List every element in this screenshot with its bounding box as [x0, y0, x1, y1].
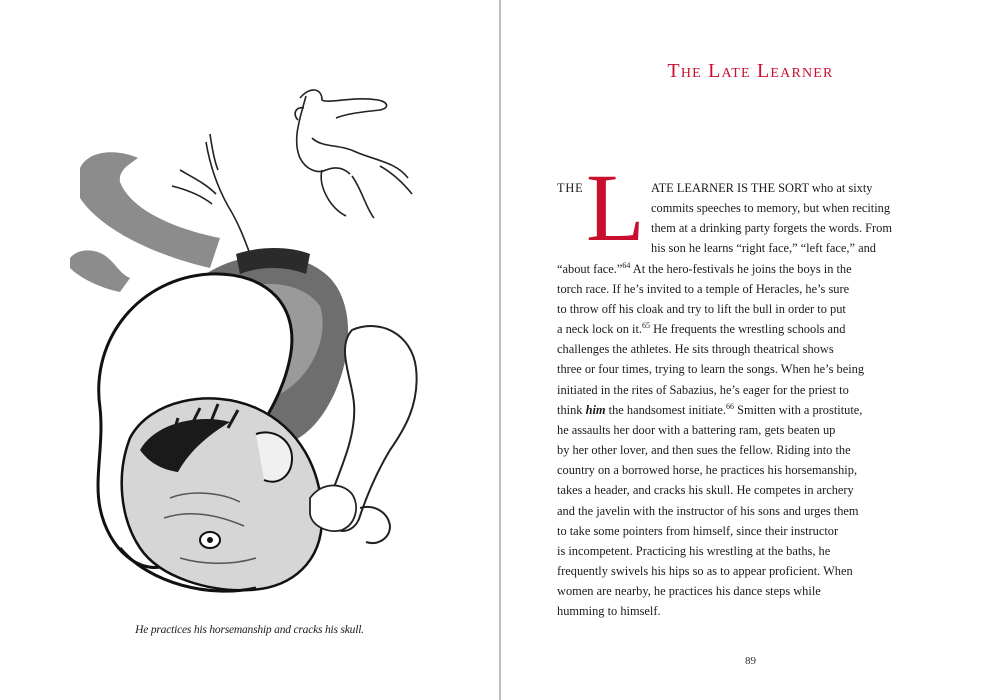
line-text: to throw off his cloak and try to lift the bull in order to put: [557, 301, 846, 316]
illustration-caption: He practices his horsemanship and cracks his skull.: [135, 624, 364, 636]
line-text: takes a header, and cracks his skull. He competes in archery: [557, 483, 854, 498]
line-text: think: [557, 402, 586, 417]
text-line: [557, 380, 927, 400]
chapter-title: The Late Learner: [667, 60, 834, 82]
line-text: humming to himself.: [557, 604, 661, 619]
text-line: [557, 420, 927, 440]
text-line: [557, 319, 927, 339]
text-line: [557, 299, 927, 319]
text-line: [557, 259, 927, 279]
line-text: to take some pointers from himself, since their instructor: [557, 523, 839, 538]
text-line: [557, 541, 927, 561]
line-text: and the javelin with the instructor of his sons and urges them: [557, 503, 859, 518]
text-line: [557, 440, 927, 460]
text-line: [557, 480, 927, 500]
line-text: torch race. If he’s invited to a temple of Heracles, he’s sure: [557, 281, 850, 296]
horse-drawing: [295, 90, 412, 218]
text-line: [557, 238, 927, 258]
line-text: women are nearby, he practices his dance steps while: [557, 584, 821, 599]
drop-cap: L: [586, 154, 645, 261]
footnote-ref[interactable]: 66: [726, 401, 735, 411]
boot-shapes: [70, 152, 220, 292]
footnote-ref[interactable]: 64: [622, 260, 631, 270]
emphasis-text: him: [585, 402, 606, 417]
line-text: Smitten with a prostitute,: [734, 402, 863, 417]
line-text: At the hero-festivals he joins the boys in the: [630, 261, 852, 276]
text-line: [557, 601, 927, 621]
footnote-ref[interactable]: 65: [642, 320, 650, 330]
text-line: [557, 198, 927, 218]
text-line: [557, 218, 927, 238]
lower-hand: [310, 485, 356, 531]
text-line: [557, 178, 927, 198]
text-line: [557, 581, 927, 601]
text-line: [557, 460, 927, 480]
line-text: by her other lover, and then sues the fellow. Riding into the: [557, 443, 851, 458]
text-line: [557, 501, 927, 521]
text-line: [557, 339, 927, 359]
lead-word: THE: [557, 181, 584, 195]
line-text: initiated in the rites of Sabazius, he’s eager for the priest to: [557, 382, 849, 397]
line-text: three or four times, trying to learn the songs. When he’s being: [557, 362, 865, 377]
text-line: [557, 521, 927, 541]
line-text: challenges the athletes. He sits through theatrical shows: [557, 342, 834, 357]
text-line: [557, 561, 927, 581]
line-text: commits speeches to memory, but when reciting: [651, 201, 891, 216]
line-text: frequently swivels his hips so as to appear proficient. When: [557, 563, 853, 578]
line-text: them at a drinking party forgets the words. From: [651, 221, 893, 236]
line-text: is incompetent. Practicing his wrestling at the baths, he: [557, 543, 831, 558]
text-line: [557, 400, 927, 420]
line-text: He frequents the wrestling schools and: [650, 322, 846, 337]
left-page: [0, 0, 499, 700]
text-line: [557, 359, 927, 379]
line-text: he assaults her door with a battering ram, gets beaten up: [557, 422, 836, 437]
body-text: [557, 178, 927, 621]
line-text: the handsomest initiate.: [605, 402, 727, 417]
page-number: 89: [745, 655, 756, 667]
line-text: ATE LEARNER IS THE SORT who at sixty: [651, 181, 873, 195]
line-text: his son he learns “right face,” “left face,” and: [651, 241, 876, 256]
right-page: [501, 0, 1000, 700]
line-text: country on a borrowed horse, he practices his horsemanship,: [557, 463, 858, 478]
line-text: “about face.”: [557, 261, 623, 276]
text-line: [557, 279, 927, 299]
line-text: a neck lock on it.: [557, 322, 642, 337]
illustration-man-falling-from-horse: [60, 78, 450, 598]
